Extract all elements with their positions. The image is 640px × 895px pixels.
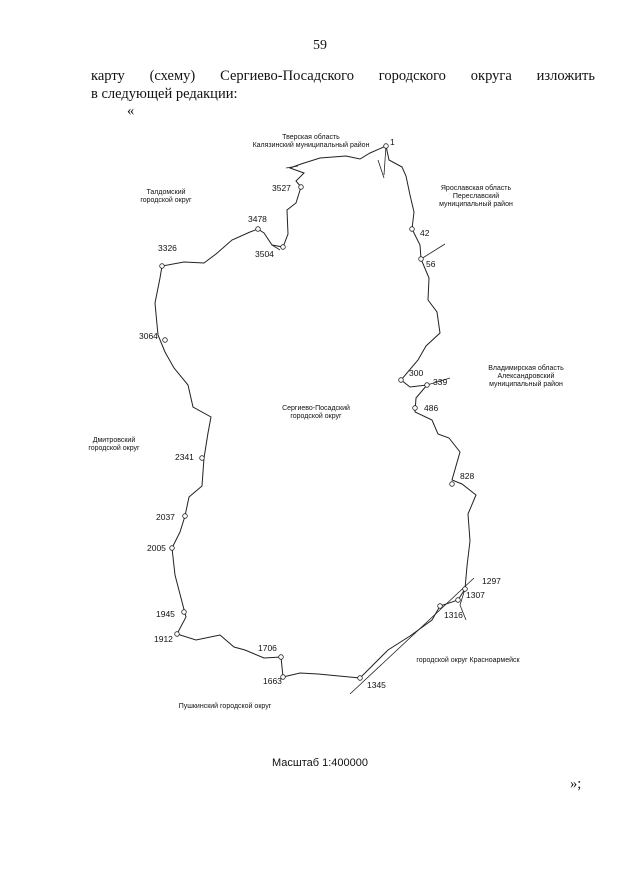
label-point-2341: 2341	[175, 452, 194, 462]
label-point-1307: 1307	[466, 590, 485, 600]
region-vladimir-line-3: муниципальный район	[489, 381, 563, 388]
label-point-1297: 1297	[482, 576, 501, 586]
label-point-1706: 1706	[258, 643, 277, 653]
open-quote: «	[127, 103, 135, 119]
marker-3064	[163, 338, 168, 343]
region-krasnoarmeysk: городской округ Красноармейск	[416, 657, 520, 664]
region-tver-line-2: Калязинский муниципальный район	[252, 142, 370, 149]
region-yaroslavl-line-3: муниципальный район	[439, 201, 513, 208]
region-yaroslavl-line-1: Ярославская область	[440, 185, 512, 192]
label-point-2005: 2005	[147, 543, 166, 553]
marker-828	[450, 482, 455, 487]
marker-3504	[281, 245, 286, 250]
marker-42	[410, 227, 415, 232]
marker-300	[399, 378, 404, 383]
label-point-3478: 3478	[248, 214, 267, 224]
region-labels	[88, 133, 564, 710]
marker-2005	[170, 546, 175, 551]
region-tver-line-1: Тверская область	[282, 134, 340, 141]
region-taldom-line-2: городской округ	[140, 197, 192, 204]
map-scale: Масштаб 1:400000	[272, 757, 368, 769]
marker-1345	[358, 676, 363, 681]
label-point-1663: 1663	[263, 676, 282, 686]
region-dmitrov-line-2: городской округ	[88, 445, 140, 452]
marker-2037	[183, 514, 188, 519]
marker-2341	[200, 456, 205, 461]
intro-line-1: карту (схему) Сергиево-Посадского городского округа изложить	[91, 68, 595, 84]
label-point-1316: 1316	[444, 610, 463, 620]
label-point-1345: 1345	[367, 680, 386, 690]
marker-56	[419, 257, 424, 262]
label-point-56: 56	[426, 259, 436, 269]
label-point-3527: 3527	[272, 183, 291, 193]
label-point-1912: 1912	[154, 634, 173, 644]
label-point-3326: 3326	[158, 243, 177, 253]
marker-1316	[438, 604, 443, 609]
region-yaroslavl-line-2: Переславский	[452, 193, 500, 200]
marker-486	[413, 406, 418, 411]
marker-1945	[182, 610, 187, 615]
region-center-line-2: городской округ	[290, 413, 342, 420]
label-point-486: 486	[424, 403, 439, 413]
marker-339	[425, 383, 430, 388]
region-center-line-1: Сергиево-Посадский	[282, 405, 350, 412]
label-point-1: 1	[390, 137, 395, 147]
intro-line-2: в следующей редакции:	[91, 86, 238, 102]
marker-3478	[256, 227, 261, 232]
region-vladimir-line-1: Владимирская область	[488, 365, 564, 372]
label-point-42: 42	[420, 228, 430, 238]
page-number: 59	[313, 38, 327, 53]
boundary-stub-east-56	[421, 244, 445, 259]
label-point-339: 339	[433, 377, 448, 387]
marker-1912	[175, 632, 180, 637]
label-point-2037: 2037	[156, 512, 175, 522]
region-dmitrov-line-1: Дмитровский	[92, 437, 136, 444]
label-point-828: 828	[460, 471, 475, 481]
boundary-stub-tver	[286, 146, 386, 178]
marker-1307	[456, 598, 461, 603]
label-point-3064: 3064	[139, 331, 158, 341]
label-point-3504: 3504	[255, 249, 274, 259]
region-taldom-line-1: Талдомский	[146, 189, 186, 196]
region-vladimir-line-2: Александровский	[497, 373, 555, 380]
marker-3527	[299, 185, 304, 190]
label-point-300: 300	[409, 368, 424, 378]
label-point-1945: 1945	[156, 609, 175, 619]
marker-3326	[160, 264, 165, 269]
marker-1706	[279, 655, 284, 660]
railway-line	[350, 578, 474, 694]
close-quote: »;	[570, 776, 582, 792]
region-pushkino: Пушкинский городской округ	[178, 703, 272, 710]
point-markers	[160, 144, 468, 681]
marker-1	[384, 144, 389, 149]
